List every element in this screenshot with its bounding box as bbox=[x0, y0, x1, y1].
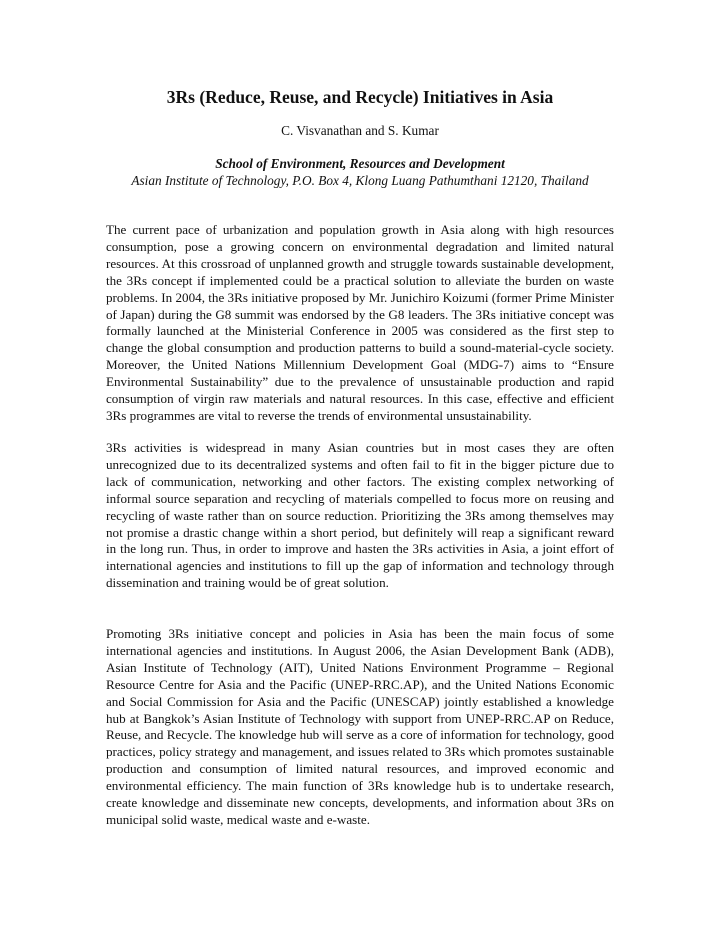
body-paragraph-3: Promoting 3Rs initiative concept and policies in Asia has been the main focus of some international agencies and institutions. In August 2006, the Asian Development Bank (ADB), Asian Institute of Technology (AIT), United Nations Environment Programme – Regional Resource Centre for Asia and the Pacific (UNEP-RRC.AP), and the United Nations Economic and Social Commission for Asia and the Pacific (UNESCAP) jointly established a knowledge hub at Bangkok’s Asian Institute of Technology with support from UNEP-RRC.AP on Reduce, Reuse, and Recycle. The knowledge hub will serve as a core of information for technology, good practices, policy strategy and management, and issues related to 3Rs which promotes sustainable production and consumption of limited natural resources, and improved economic and environmental efficiency. The main function of 3Rs knowledge hub is to undertake research, create knowledge and disseminate new concepts, developments, and information about 3Rs on municipal solid waste, medical waste and e-waste. bbox=[106, 626, 614, 827]
affiliation-school: School of Environment, Resources and Development bbox=[215, 156, 505, 171]
affiliation-institute: Asian Institute of Technology, P.O. Box 4, Klong Luang Pathumthani 12120, Thailand bbox=[131, 173, 589, 188]
body-paragraph-2: 3Rs activities is widespread in many Asian countries but in most cases they are often unrecognized due to its decentralized systems and often fail to fit in the bigger picture due to lack of communication, networking and other factors. The existing complex networking of informal source separation and recycling of materials compelled to focus more on reusing and recycling of waste rather than on source reduction. Prioritizing the 3Rs among themselves may not promise a drastic change within a short period, but definitely will reap a significant reward in the long run. Thus, in order to improve and hasten the 3Rs activities in Asia, a joint effort of international agencies and institutions to fill up the gap of information and technology through dissemination and training would be of great solution. bbox=[106, 440, 614, 591]
paper-title: 3Rs (Reduce, Reuse, and Recycle) Initiatives in Asia bbox=[166, 87, 554, 107]
body-paragraph-1: The current pace of urbanization and population growth in Asia along with high resources consumption, pose a growing concern on environmental degradation and limited natural resources. At this crossroad of unplanned growth and struggle towards sustainable development, the 3Rs concept if implemented could be a practical solution to alleviate the burden on waste problems. In 2004, the 3Rs initiative proposed by Mr. Junichiro Koizumi (former Prime Minister of Japan) during the G8 summit was endorsed by the G8 leaders. The 3Rs initiative concept was formally launched at the Ministerial Conference in 2005 was considered as the first step to change the global consumption and production patterns to build a sound-material-cycle society. Moreover, the United Nations Millennium Development Goal (MDG-7) aims to “Ensure Environmental Sustainability” due to the prevalence of unsustainable production and rapid consumption of virgin raw materials and natural resources. In this case, effective and efficient 3Rs programmes are vital to reverse the trends of environmental unsustainability. bbox=[106, 222, 614, 423]
paper-authors: C. Visvanathan and S. Kumar bbox=[281, 123, 439, 138]
